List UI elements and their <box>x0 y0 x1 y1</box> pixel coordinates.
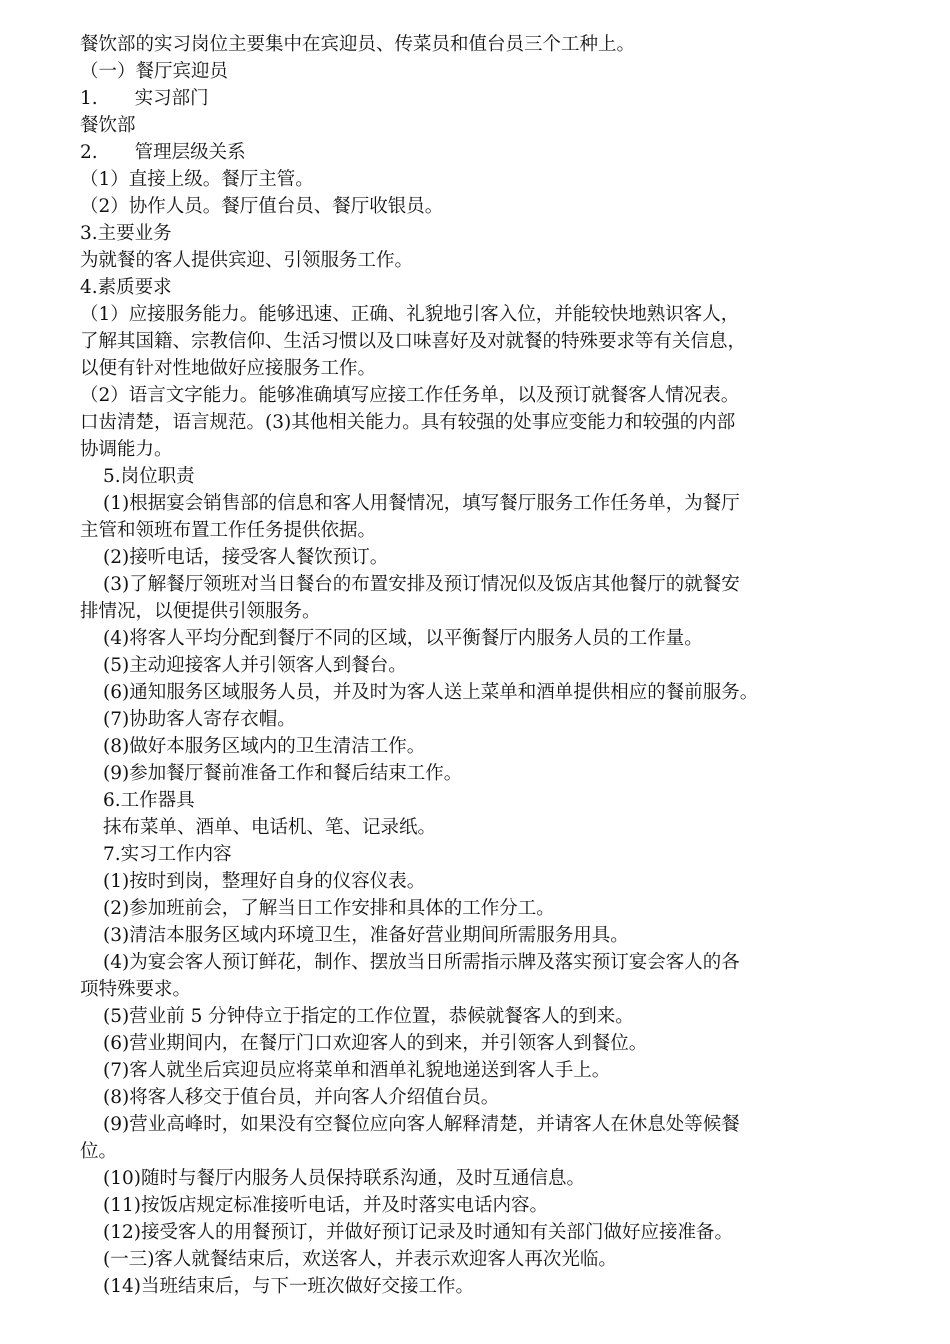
text-line: （1）应接服务能力。能够迅速、正确、礼貌地引客入位，并能较快地熟识客人， <box>80 304 740 325</box>
list-item: (9)参加餐厅餐前准备工作和餐后结束工作。 <box>103 763 463 784</box>
intro-line: 餐饮部的实习岗位主要集中在宾迎员、传菜员和值台员三个工种上。 <box>80 34 636 55</box>
list-item: (6)营业期间内，在餐厅门口欢迎客人的到来，并引领客人到餐位。 <box>103 1033 648 1054</box>
text-line: 项特殊要求。 <box>80 979 192 1000</box>
list-item: (6)通知服务区域服务人员，并及时为客人送上菜单和酒单提供相应的餐前服务。 <box>103 682 759 703</box>
subheading-quality: 4.素质要求 <box>80 277 172 298</box>
text-line: （2）语言文字能力。能够准确填写应接工作任务单，以及预订就餐客人情况表。 <box>80 385 740 406</box>
subheading-tools: 6.工作器具 <box>103 790 195 811</box>
list-item: (3)了解餐厅领班对当日餐台的布置安排及预订情况似及饭店其他餐厅的就餐安 <box>103 574 740 595</box>
text-line: （2）协作人员。餐厅值台员、餐厅收银员。 <box>80 196 444 217</box>
list-item: (5)主动迎接客人并引领客人到餐台。 <box>103 655 407 676</box>
subheading-department: 1. 实习部门 <box>80 88 209 109</box>
text-line: 协调能力。 <box>80 439 173 460</box>
list-item: (8)做好本服务区域内的卫生清洁工作。 <box>103 736 426 757</box>
list-item: (4)为宴会客人预订鲜花，制作、摆放当日所需指示牌及落实预订宴会客人的各 <box>103 952 740 973</box>
subheading-business: 3.主要业务 <box>80 223 172 244</box>
text-line: 为就餐的客人提供宾迎、引领服务工作。 <box>80 250 414 271</box>
text-line: 主管和领班布置工作任务提供依据。 <box>80 520 377 541</box>
list-item: (4)将客人平均分配到餐厅不同的区域，以平衡餐厅内服务人员的工作量。 <box>103 628 703 649</box>
list-item: (2)参加班前会，了解当日工作安排和具体的工作分工。 <box>103 898 555 919</box>
text-line: （1）直接上级。餐厅主管。 <box>80 169 314 190</box>
list-item: (12)接受客人的用餐预订，并做好预订记录及时通知有关部门做好应接准备。 <box>103 1222 733 1243</box>
text-line: 口齿清楚，语言规范。(3)其他相关能力。具有较强的处事应变能力和较强的内部 <box>80 412 736 433</box>
list-item: (一三)客人就餐结束后，欢送客人，并表示欢迎客人再次光临。 <box>103 1249 617 1270</box>
subheading-hierarchy: 2. 管理层级关系 <box>80 142 246 163</box>
text-line: 抹布菜单、酒单、电话机、笔、记录纸。 <box>103 817 437 838</box>
list-item: (8)将客人移交于值台员，并向客人介绍值台员。 <box>103 1087 500 1108</box>
list-item: (11)按饭店规定标准接听电话，并及时落实电话内容。 <box>103 1195 548 1216</box>
list-item: (1)按时到岗，整理好自身的仪容仪表。 <box>103 871 426 892</box>
list-item: (2)接听电话，接受客人餐饮预订。 <box>103 547 389 568</box>
list-item: (7)客人就坐后宾迎员应将菜单和酒单礼貌地递送到客人手上。 <box>103 1060 611 1081</box>
subheading-duties: 5.岗位职责 <box>103 466 195 487</box>
list-item: (5)营业前 5 分钟侍立于指定的工作位置，恭候就餐客人的到来。 <box>103 1006 634 1027</box>
text-line: 以便有针对性地做好应接服务工作。 <box>80 358 377 379</box>
text-line: 位。 <box>80 1141 118 1162</box>
list-item: (10)随时与餐厅内服务人员保持联系沟通，及时互通信息。 <box>103 1168 585 1189</box>
list-item: (14)当班结束后，与下一班次做好交接工作。 <box>103 1276 474 1297</box>
section-heading: （一）餐厅宾迎员 <box>80 61 229 82</box>
text-line: 了解其国籍、宗教信仰、生活习惯以及口味喜好及对就餐的特殊要求等有关信息， <box>80 331 747 352</box>
subheading-work-content: 7.实习工作内容 <box>103 844 232 865</box>
text-line: 餐饮部 <box>80 115 136 136</box>
list-item: (3)清洁本服务区域内环境卫生，准备好营业期间所需服务用具。 <box>103 925 629 946</box>
list-item: (9)营业高峰时，如果没有空餐位应向客人解释清楚，并请客人在休息处等候餐 <box>103 1114 740 1135</box>
list-item: (1)根据宴会销售部的信息和客人用餐情况，填写餐厅服务工作任务单，为餐厅 <box>103 493 740 514</box>
text-line: 排情况，以便提供引领服务。 <box>80 601 321 622</box>
list-item: (7)协助客人寄存衣帽。 <box>103 709 296 730</box>
